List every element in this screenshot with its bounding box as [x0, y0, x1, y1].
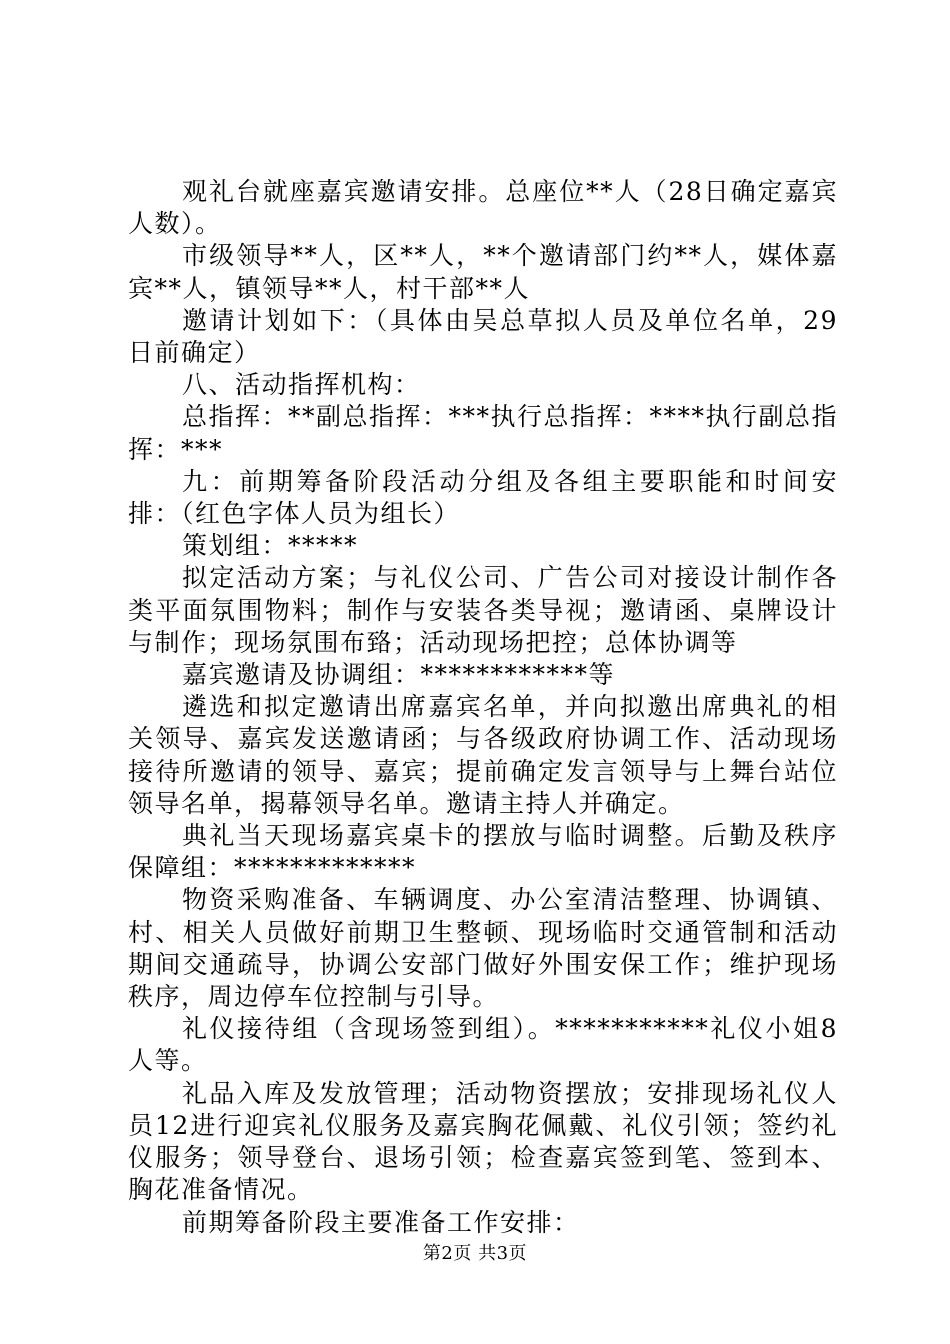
paragraph-guest-breakdown: 市级领导**人，区**人，**个邀请部门约**人，媒体嘉宾**人，镇领导**人，村干部**人 [128, 241, 838, 303]
paragraph-invitation-duties: 遴选和拟定邀请出席嘉宾名单，并向拟邀出席典礼的相关领导、嘉宾发送邀请函；与各级政府协调工作、活动现场接待所邀请的领导、嘉宾；提前确定发言领导与上舞台站位领导名单，揭幕领导名单。邀请主持人并确定。 [128, 692, 838, 818]
page-number-footer: 第2页 共3页 [422, 1243, 528, 1264]
paragraph-reception-duties: 礼品入库及发放管理；活动物资摆放；安排现场礼仪人员12进行迎宾礼仪服务及嘉宾胸花佩戴、礼仪引领；签约礼仪服务；领导登台、退场引领；检查嘉宾签到笔、签到本、胸花准备情况。 [128, 1078, 838, 1205]
paragraph-preparation-heading: 前期筹备阶段主要准备工作安排： [182, 1207, 580, 1237]
paragraph-reception-group: 礼仪接待组（含现场签到组）。***********礼仪小姐8人等。 [128, 1014, 838, 1076]
paragraph-logistics-group: 典礼当天现场嘉宾桌卡的摆放与临时调整。后勤及秩序保障组：************* [128, 821, 838, 883]
document-body [128, 176, 838, 1239]
paragraph-planning-duties: 拟定活动方案；与礼仪公司、广告公司对接设计制作各类平面氛围物料；制作与安装各类导视；邀请函、桌牌设计与制作；现场氛围布臵；活动现场把控；总体协调等 [128, 563, 838, 657]
paragraph-invitation-plan: 邀请计划如下：（具体由吴总草拟人员及单位名单，29日前确定） [128, 305, 838, 368]
paragraph-commanders: 总指挥：**副总指挥：***执行总指挥：****执行副总指挥：*** [128, 402, 839, 464]
paragraph-invitation-group: 嘉宾邀请及协调组：************等 [182, 660, 616, 690]
section-heading-groups: 九：前期筹备阶段活动分组及各组主要职能和时间安排：（红色字体人员为组长） [128, 466, 838, 529]
section-heading-command: 八、活动指挥机构： [182, 370, 421, 400]
paragraph-guest-seating: 观礼台就座嘉宾邀请安排。总座位**人（28日确定嘉宾人数）。 [128, 177, 838, 239]
paragraph-logistics-duties: 物资采购准备、车辆调度、办公室清洁整理、协调镇、村、相关人员做好前期卫生整顿、现场临时交通管制和活动期间交通疏导，协调公安部门做好外围安保工作；维护现场秩序，周边停车位控制与引导。 [128, 885, 838, 1012]
paragraph-planning-group: 策划组：***** [182, 531, 359, 561]
